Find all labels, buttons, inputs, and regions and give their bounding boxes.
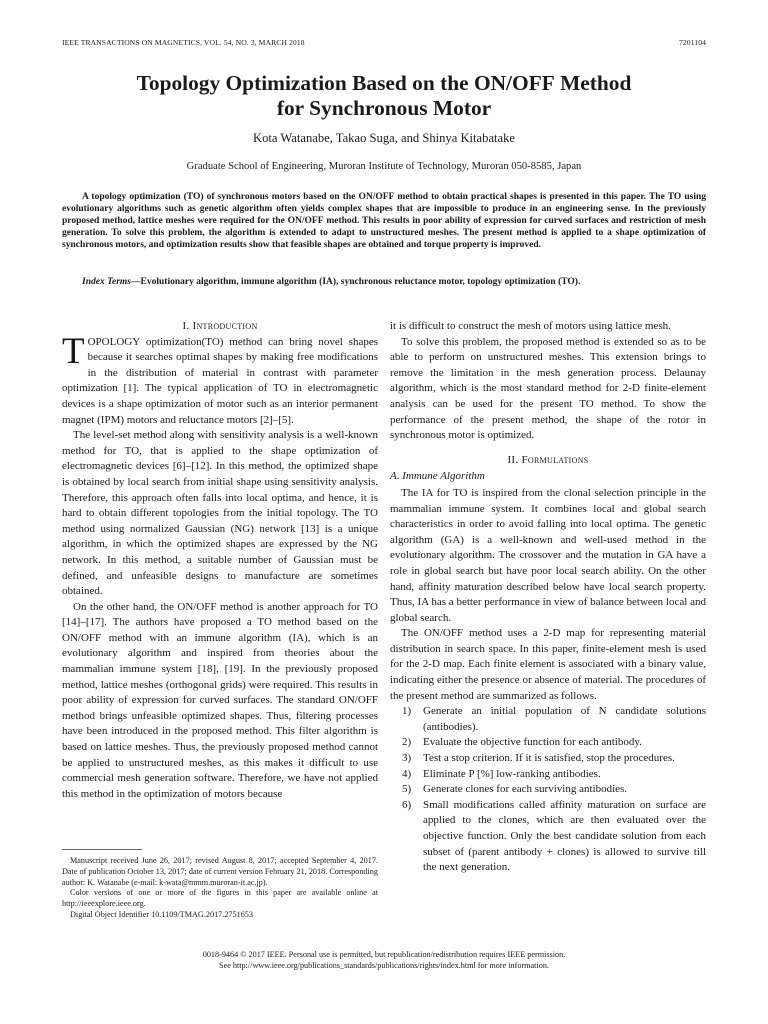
affiliation: Graduate School of Engineering, Muroran Institute of Technology, Muroran 050-8585, Japan <box>186 161 582 172</box>
page-id: 7201104 <box>679 38 706 47</box>
list-item: 3) Test a stop criterion. If it is satisfied, stop the procedures. <box>402 752 675 765</box>
right-paragraph-1: To solve this problem, the proposed method is extended so as to be able to perform on unstructured meshes. This extension brings to remove the limitation in the mesh generation process. Delaunay algorithm, which is the most standard method for 2-D finite-element analysis can be used for the present TO method. To show the performance of the present method, the shape of the rotor in synchronous motor is optimized. <box>390 335 706 442</box>
running-header <box>62 38 706 50</box>
right-paragraph-0: it is difficult to construct the mesh of motors using lattice mesh. <box>390 320 671 332</box>
list-item: 6) Small modifications called affinity maturation on surface are applied to the clones, which are then evaluated over the objective function. Only the best candidate solution from each subset of (parent antibody + clones) is allowed to survive till the next generation. <box>402 798 706 874</box>
ia-paragraph-1: The IA for TO is inspired from the clonal selection principle in the mammalian immune system. It combines local and global search characteristics in order to avoid falling into local optima. The genetic algorithm (GA) is a well-known and well-used method in the evolutionary algorithm. The crossover and the mutation in GA have a role in global search but have poor local search ability. On the other hand, affinity maturation described below have local search property. Thus, IA has a better performance in view of balance between local and global search. <box>390 486 706 624</box>
ia-paragraph-2: The ON/OFF method uses a 2-D map for representing material distribution in search space. In this paper, finite-element mesh is used for the 2-D map. Each finite element is associated with a binary value, indicating either the presence or absence of material. The procedures of the present method are summarized as follows. <box>390 627 707 702</box>
intro-paragraph-1: TOPOLOGY optimization(TO) method can bring novel shapes because it searches optimal shapes by making free modifications in the distribution of material in contrast with parameter optimization [1]. The typical application of TO in electromagnetic devices is a shape optimization of motor such as an interior permanent magnet (IPM) motors and reluctance motors [2]–[5]. <box>62 330 378 426</box>
author-list: Kota Watanabe, Takao Suga, and Shinya Kitabatake <box>252 131 516 145</box>
footnote-manuscript: Manuscript received June 26, 2017; revised August 8, 2017; accepted September 4, 2017. Date of publication October 13, 2017; date of current version February 21, 2018. Corresponding author: K. Watanabe (e-mail: k-wata@mmm.muroran-it.ac.jp). <box>62 856 378 887</box>
right-column <box>390 319 706 876</box>
intro-paragraph-3: On the other hand, the ON/OFF method is another approach for TO [14]–[17]. The authors have proposed a TO method based on the ON/OFF method with an immune algorithm (IA), which is an evolutionary algorithm and inspired from theories about the mammalian immune system [18], [19]. In the previously proposed method, lattice meshes (orthogonal grids) were required. This results in poor ability of expression for curved surfaces. The standard ON/OFF method brings unfeasible optimized shapes. Thus, filtering processes have been introduced in the proposed method. This filter algorithm is based on lattice meshes. Thus, the previously proposed method cannot be applied to unstructured meshes, as this makes it difficult to use commercial mesh generation software. Therefore, we have not applied this method in the optimization of motors because <box>62 600 378 800</box>
footnote-color: Color versions of one or more of the figures in this paper are available online at http://ieeexplore.ieee.org. <box>62 888 378 909</box>
journal-name: IEEE TRANSACTIONS ON MAGNETICS, VOL. 54, NO. 3, MARCH 2018 <box>62 38 305 47</box>
drop-cap: T <box>62 330 85 372</box>
footnote-divider <box>62 849 142 850</box>
copyright-notice: 0018-9464 © 2017 IEEE. Personal use is permitted, but republication/redistribution requires IEEE permission. See http://www.ieee.org/publications_standards/publications/rights/index.html for more information. <box>202 950 566 970</box>
section-heading-introduction: I. Introduction <box>182 320 258 332</box>
section-heading-formulations: II. Formulations <box>507 453 589 466</box>
footnote <box>62 856 378 921</box>
procedure-list <box>390 704 706 876</box>
list-item: 4) Eliminate P [%] low-ranking antibodies. <box>402 767 601 780</box>
list-item: 2) Evaluate the objective function for each antibody. <box>402 736 642 749</box>
footnote-doi: Digital Object Identifier 10.1109/TMAG.2017.2751653 <box>70 909 253 919</box>
index-terms: Index Terms—Evolutionary algorithm, immune algorithm (IA), synchronous reluctance motor, topology optimization (TO). <box>82 277 581 287</box>
subsection-heading-immune-algorithm: A. Immune Algorithm <box>390 470 485 483</box>
list-item: 5) Generate clones for each surviving antibodies. <box>402 783 628 796</box>
paper-title: Topology Optimization Based on the ON/OFF Method for Synchronous Motor <box>136 71 632 120</box>
abstract: A topology optimization (TO) of synchronous motors based on the ON/OFF method to obtain practical shapes is presented in this paper. The TO using evolutionary algorithms such as genetic algorithm often yields complex shapes that are impossible to produce in an engineering sense. In the previously proposed method, lattice meshes were required for the ON/OFF method. This results in poor ability of expression for curved surfaces and restriction of mesh generation. To solve this problem, the algorithm is extended to adapt to unstructured meshes. The present method is applied to a shape optimization of synchronous motors, and optimization results show that feasible shapes are obtained and torque property is improved. <box>62 192 706 250</box>
list-item: 1) Generate an initial population of N candidate solutions (antibodies). <box>402 705 706 733</box>
left-column <box>62 319 378 802</box>
intro-paragraph-2: The level-set method along with sensitivity analysis is a well-known method for TO, that is applied to the shape optimization of electromagnetic devices [6]–[12]. In this method, the optimized shape is obtained by local search from initial shape using sensitivity analysis. Therefore, this approach often falls into local optima, and hence, it is hard to obtain different topologies from the initial topology. The TO method using normalized Gaussian (NG) network [13] is a unique algorithm, in which the optimized shapes are expressed by the NG network. In this method, a suitable number of Gaussian must be defined, and unfeasible designs to manufacture are sometimes obtained. <box>62 429 378 598</box>
